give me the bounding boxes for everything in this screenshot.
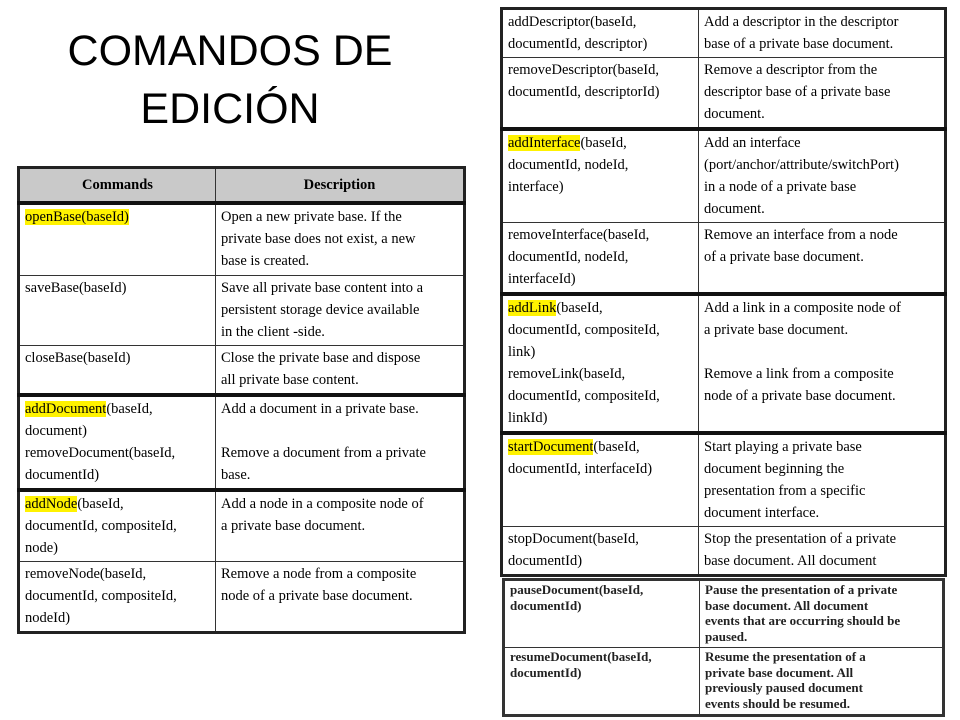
description-line: Add a document in a private base. [221,400,419,417]
table-row [19,561,465,632]
command-line: documentId, descriptorId) [508,84,660,100]
description-line: in the client -side. [221,323,325,340]
command-line: removeNode(baseId, [25,565,147,582]
description-line: base document. All document [705,597,869,613]
command-cell [502,129,699,223]
highlighted-command: addDocument [25,400,107,417]
slide-title [30,22,430,138]
command-line: documentId, nodeId, [508,249,629,265]
command-cell [502,223,699,295]
description-line: a private base document. [704,322,849,338]
description-line: (port/anchor/attribute/switchPort) [704,157,899,173]
command-line: documentId, compositeId, [25,517,177,534]
description-cell [216,345,465,395]
description-line: of a private base document. [704,249,864,265]
description-cell [699,527,946,576]
command-args: (baseId, [106,400,153,417]
table-row [19,395,465,490]
command-line: linkId) [508,410,548,426]
highlighted-command: startDocument [508,439,594,455]
command-cell [19,395,216,490]
table-row [502,9,946,58]
description-cell [216,395,465,490]
table-header-row [19,168,465,204]
description-line: Remove an interface from a node [704,227,898,243]
command-line: documentId, interfaceId) [508,461,653,477]
description-line: document. [704,106,765,122]
description-line: Save all private base content into a [221,279,424,296]
command-cell [19,203,216,275]
command-line: documentId) [510,597,582,613]
description-line: Add an interface [704,135,801,151]
highlighted-command: openBase(baseId) [25,209,129,225]
highlighted-command: addLink [508,300,557,316]
command-args: (baseId, [593,439,640,455]
description-line: in a node of a private base [704,179,857,195]
description-line: base. [221,466,251,483]
commands-table-left [17,166,466,634]
description-line: base of a private base document. [704,36,894,52]
table-row [502,223,946,295]
command-line: interfaceId) [508,271,576,287]
description-line: events that are occurring should be [705,613,901,628]
command-line: resumeDocument(baseId, [510,649,652,664]
description-line: private base document. All [705,664,854,680]
command-cell [502,9,699,58]
description-line: Remove a node from a composite [221,565,417,582]
description-line: document. [704,201,765,217]
description-line: events should be resumed. [705,695,850,711]
command-line: documentId) [510,664,582,680]
command-line: stopDocument(baseId, [508,531,639,547]
description-line: Add a link in a composite node of [704,300,901,316]
description-cell [699,223,946,295]
command-cell [502,58,699,130]
description-line: descriptor base of a private base [704,84,891,100]
table-row [19,275,465,345]
command-line: documentId, descriptor) [508,36,648,52]
command-cell [19,275,216,345]
command-cell [19,345,216,395]
command-cell [502,433,699,527]
description-cell [216,275,465,345]
description-cell [699,9,946,58]
command-line: pauseDocument(baseId, [510,582,644,597]
table-row [502,58,946,130]
table-row [502,433,946,527]
commands-table-continued [502,578,945,717]
description-cell [699,433,946,527]
command-line: nodeId) [25,609,71,626]
description-cell [700,648,944,716]
command-line: removeDocument(baseId, [25,444,176,461]
description-line: Close the private base and dispose [221,349,421,366]
command-cell [19,561,216,632]
description-line: private base does not exist, a new [221,231,416,247]
table-row [504,648,944,716]
description-line: Remove a document from a private [221,444,426,461]
command-line: closeBase(baseId) [25,349,131,366]
description-line: previously paused document [705,680,863,695]
table-row [502,527,946,576]
description-header: Description [216,168,465,204]
description-line: document interface. [704,505,820,521]
description-line: all private base content. [221,371,359,388]
description-cell [699,294,946,433]
command-line: documentId, compositeId, [508,322,660,338]
commands-table-right [500,7,947,577]
description-line: Resume the presentation of a [705,649,866,664]
command-line: node) [25,539,59,556]
command-args: (baseId, [580,135,627,151]
description-line: a private base document. [221,517,366,534]
description-cell [700,580,944,648]
description-cell [216,203,465,275]
command-line: documentId) [508,553,583,569]
description-cell [699,58,946,130]
description-line: Pause the presentation of a private [705,582,898,597]
description-line: persistent storage device available [221,301,420,318]
command-cell [19,490,216,562]
description-line: Remove a descriptor from the [704,62,878,78]
description-line: document beginning the [704,461,845,477]
command-line: documentId, compositeId, [508,388,660,404]
command-line: addDescriptor(baseId, [508,14,637,30]
description-line: Add a descriptor in the descriptor [704,14,899,30]
command-line: link) [508,344,536,360]
command-line: interface) [508,179,564,195]
description-cell [216,490,465,562]
description-line: node of a private base document. [221,587,413,604]
command-args: (baseId, [77,495,124,512]
description-cell [699,129,946,223]
description-line: Stop the presentation of a private [704,531,897,547]
description-line: Remove a link from a composite [704,366,894,382]
table-row [19,203,465,275]
commands-header: Commands [19,168,216,204]
description-line: Start playing a private base [704,439,862,455]
command-line: documentId) [25,466,100,483]
description-cell [216,561,465,632]
slide-title-line-2: EDICIÓN [140,85,320,133]
description-line: presentation from a specific [704,483,866,499]
description-line: paused. [705,628,748,644]
description-line: base is created. [221,253,310,269]
command-cell [502,527,699,576]
command-cell [504,648,700,716]
command-line: saveBase(baseId) [25,279,127,296]
command-cell [504,580,700,648]
table-row [502,294,946,433]
command-cell [502,294,699,433]
highlighted-command: addNode [25,495,78,512]
command-args: (baseId, [556,300,603,316]
description-line: base document. All document [704,553,877,569]
command-line: documentId, compositeId, [25,587,177,604]
command-line: removeInterface(baseId, [508,227,650,243]
command-line: removeDescriptor(baseId, [508,62,659,78]
slide-title-line-1: COMANDOS DE [67,27,393,75]
command-line: documentId, nodeId, [508,157,629,173]
description-line: node of a private base document. [704,388,896,404]
command-line: document) [25,422,88,439]
highlighted-command: addInterface [508,135,581,151]
description-line: Add a node in a composite node of [221,495,424,512]
table-row [19,490,465,562]
table-row [502,129,946,223]
command-line: removeLink(baseId, [508,366,626,382]
table-row [19,345,465,395]
table-row [504,580,944,648]
description-line: Open a new private base. If the [221,209,402,225]
